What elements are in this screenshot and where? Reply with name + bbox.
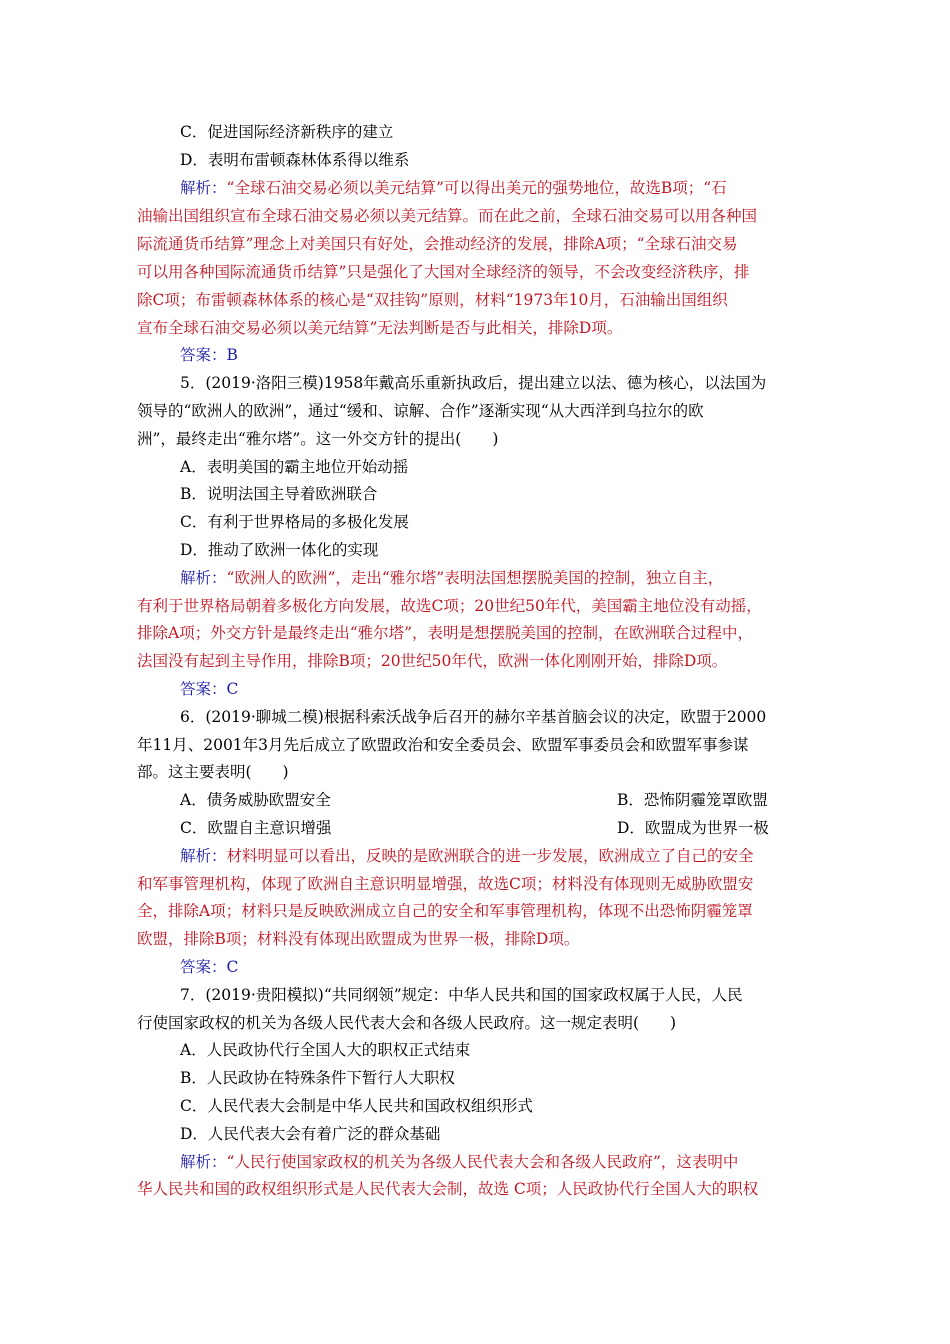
q6-stem-line-1: 6．(2019·聊城二模)根据科索沃战争后召开的赫尔辛基首脑会议的决定，欧盟于2000 bbox=[180, 708, 767, 726]
q7-analysis-line-2: 华人民共和国的政权组织形式是人民代表大会制，故选 C项；人民政协代行全国人大的职权 bbox=[137, 1180, 759, 1198]
q7-option-a: A．人民政协代行全国人大的职权正式结束 bbox=[180, 1041, 471, 1059]
q5-option-d: D．推动了欧洲一体化的实现 bbox=[180, 541, 379, 559]
q5-stem-line-1: 5．(2019·洛阳三模)1958年戴高乐重新执政后，提出建立以法、德为核心，以法国为 bbox=[180, 374, 767, 392]
q5-analysis-line-1: 解析：“欧洲人的欧洲”，走出“雅尔塔”表明法国想摆脱美国的控制，独立自主， bbox=[180, 569, 724, 587]
q4-analysis-line-1: 解析：“全球石油交易必须以美元结算”可以得出美元的强势地位，故选B项；“石 bbox=[180, 179, 727, 197]
q6-option-c: C．欧盟自主意识增强 bbox=[180, 819, 332, 837]
q5-analysis-label: 解析： bbox=[180, 569, 227, 587]
q5-option-c: C．有利于世界格局的多极化发展 bbox=[180, 513, 409, 531]
q6-options-row-1 bbox=[180, 790, 860, 810]
q4-analysis-line-3: 际流通货币结算”理念上对美国只有好处，会推动经济的发展，排除A项；“全球石油交易 bbox=[137, 235, 738, 253]
q5-analysis-line-2: 有利于世界格局朝着多极化方向发展，故选C项；20世纪50年代，美国霸主地位没有动摇， bbox=[137, 597, 762, 615]
q6-option-b: B．恐怖阴霾笼罩欧盟 bbox=[617, 791, 768, 809]
q6-stem-line-2: 年11月、2001年3月先后成立了欧盟政治和安全委员会、欧盟军事委员会和欧盟军事参谋 bbox=[137, 736, 749, 754]
q4-analysis-line-5: 除C项；布雷顿森林体系的核心是“双挂钩”原则，材料“1973年10月，石油输出国组织 bbox=[137, 291, 728, 309]
q5-analysis-line-3: 排除A项；外交方针是最终走出“雅尔塔”，表明是想摆脱美国的控制，在欧洲联合过程中， bbox=[137, 624, 754, 642]
q4-option-d: D．表明布雷顿森林体系得以维系 bbox=[180, 151, 410, 169]
q5-stem-line-3: 洲”，最终走出“雅尔塔”。这一外交方针的提出( ) bbox=[137, 430, 499, 448]
q6-option-d: D．欧盟成为世界一极 bbox=[617, 819, 769, 837]
q5-option-a: A．表明美国的霸主地位开始动摇 bbox=[180, 458, 409, 476]
q4-option-c: C．促进国际经济新秩序的建立 bbox=[180, 123, 394, 141]
q7-analysis-label: 解析： bbox=[180, 1153, 227, 1171]
q5-answer: 答案：C bbox=[180, 680, 239, 698]
q4-analysis-label: 解析： bbox=[180, 179, 227, 197]
q4-analysis-line-4: 可以用各种国际流通货币结算”只是强化了大国对全球经济的领导，不会改变经济秩序，排 bbox=[137, 263, 750, 281]
q4-answer: 答案：B bbox=[180, 346, 238, 364]
q7-stem-line-1: 7．(2019·贵阳模拟)“共同纲领”规定：中华人民共和国的国家政权属于人民，人民 bbox=[180, 986, 743, 1004]
q4-analysis-line-2: 油输出国组织宣布全球石油交易必须以美元结算。而在此之前，全球石油交易可以用各种国 bbox=[137, 207, 758, 225]
q7-stem-line-2: 行使国家政权的机关为各级人民代表大会和各级人民政府。这一规定表明( ) bbox=[137, 1014, 677, 1032]
q7-option-d: D．人民代表大会有着广泛的群众基础 bbox=[180, 1125, 441, 1143]
q6-stem-line-3: 部。这主要表明( ) bbox=[137, 763, 289, 781]
q6-analysis-line-3: 全，排除A项；材料只是反映欧洲成立自己的安全和军事管理机构，体现不出恐怖阴霾笼罩 bbox=[137, 902, 753, 920]
q6-option-a: A．债务威胁欧盟安全 bbox=[180, 791, 331, 809]
q6-analysis-line-1: 解析：材料明显可以看出，反映的是欧洲联合的进一步发展，欧洲成立了自己的安全 bbox=[180, 847, 754, 865]
q6-analysis-line-4: 欧盟，排除B项；材料没有体现出欧盟成为世界一极，排除D项。 bbox=[137, 930, 580, 948]
q5-stem-line-2: 领导的“欧洲人的欧洲”，通过“缓和、谅解、合作”逐渐实现“从大西洋到乌拉尔的欧 bbox=[137, 402, 704, 420]
q4-analysis-line-6: 宣布全球石油交易必须以美元结算”无法判断是否与此相关，排除D项。 bbox=[137, 319, 623, 337]
q5-option-b: B．说明法国主导着欧洲联合 bbox=[180, 485, 378, 503]
q6-analysis-label: 解析： bbox=[180, 847, 227, 865]
q6-analysis-line-2: 和军事管理机构，体现了欧洲自主意识明显增强，故选C项；材料没有体现则无威胁欧盟安 bbox=[137, 875, 754, 893]
q7-option-b: B．人民政协在特殊条件下暂行人大职权 bbox=[180, 1069, 455, 1087]
q5-analysis-line-4: 法国没有起到主导作用，排除B项；20世纪50年代，欧洲一体化刚刚开始，排除D项。 bbox=[137, 652, 728, 670]
q6-options-row-2 bbox=[180, 818, 860, 838]
q7-option-c: C．人民代表大会制是中华人民共和国政权组织形式 bbox=[180, 1097, 533, 1115]
q7-analysis-line-1: 解析：“人民行使国家政权的机关为各级人民代表大会和各级人民政府”，这表明中 bbox=[180, 1153, 739, 1171]
q6-answer: 答案：C bbox=[180, 958, 239, 976]
